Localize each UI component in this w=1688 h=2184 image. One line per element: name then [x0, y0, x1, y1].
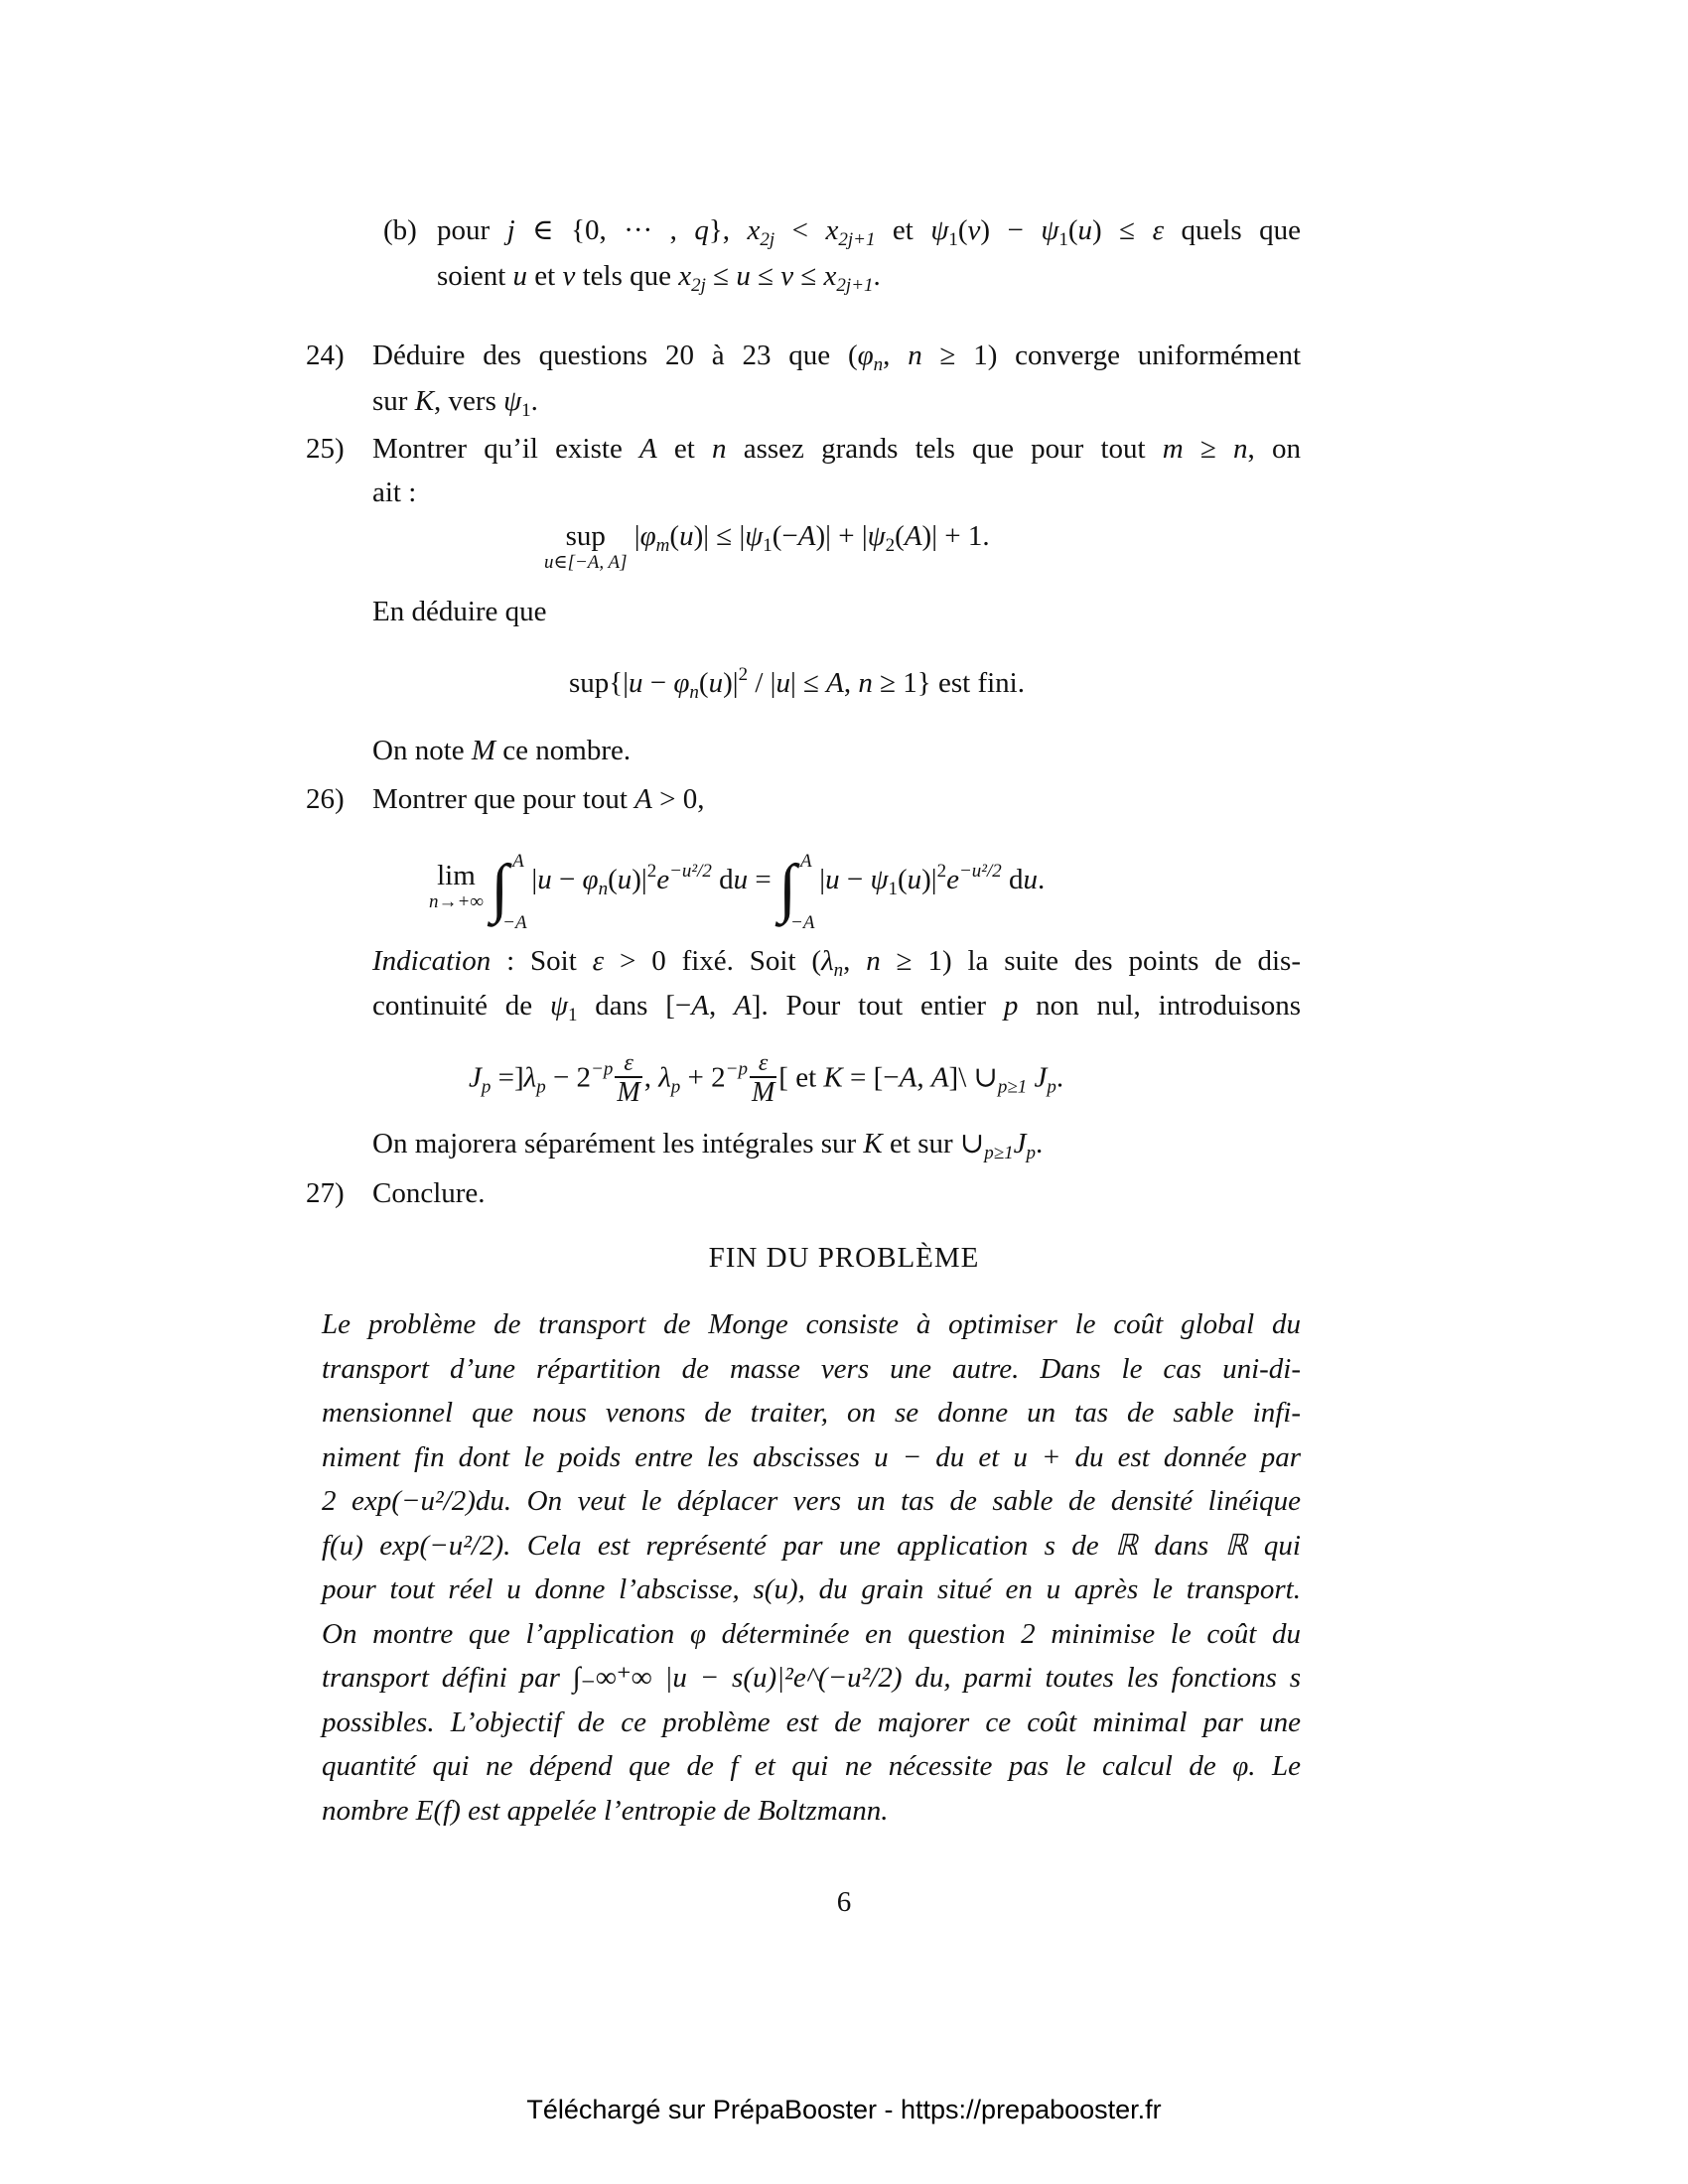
question-26-formula-jp: $J_p =]\lambda_p - 2^{-p}$ $\frac{\varepsilon}{M}$ , $\lambda_p + 2^{-p}$ $\frac{\varepsilon}{M}$ [ et K = [−A, A]\ $\cup_{p\ge 1}$ $J_p$.	[469, 1050, 1064, 1109]
question-26-last-line: On majorera séparément les intégrales sur K et sur $\cup_{p\ge 1}J_p$.	[372, 1128, 1044, 1163]
question-25-line-2: ait :	[372, 477, 417, 508]
paragraph-line: Le problème de transport de Monge consiste à optimiser le coût global du	[322, 1308, 1301, 1340]
question-25-number: 25)	[306, 433, 345, 465]
question-27-number: 27)	[306, 1177, 345, 1209]
item-b-line-1: pour j ∈ {0, ··· , q}, $x_{2j} < x_{2j+1}$ et $\psi_1(v) - \psi_1(u) \le \varepsilon$ quels que	[437, 214, 1302, 250]
closing-paragraph	[322, 1310, 1301, 1841]
question-25-line-1: Montrer qu’il existe A et n assez grands tels que pour tout m ≥ n, on	[372, 433, 1301, 465]
question-24-line-1: Déduire des questions 20 à 23 que ($\varphi_n$, n ≥ 1) converge uniformément	[372, 340, 1302, 375]
item-b-label: (b)	[383, 214, 417, 246]
question-25-formula-sup-set: $sup\{|u - \varphi_n(u)|^2 / |u| \le A$, n ≥ 1} est fini.	[569, 664, 1025, 703]
paragraph-line: f(u) exp(−u²/2). Cela est représenté par une application s de ℝ dans ℝ qui	[322, 1529, 1301, 1562]
question-25-line-3: En déduire que	[372, 596, 547, 627]
paragraph-line: mensionnel que nous venons de traiter, on se donne un tas de sable infi-	[322, 1397, 1301, 1429]
paragraph-line: 2 exp(−u²/2)du. On veut le déplacer vers un tas de sable de densité linéique	[322, 1485, 1301, 1517]
lim-operator: lim n→+∞	[429, 860, 484, 912]
integral-left: ∫ A −A	[491, 851, 527, 933]
paragraph-line: quantité qui ne dépend que de f et qui ne nécessite pas le calcul de φ. Le	[322, 1750, 1301, 1782]
page-number: 6	[836, 1886, 852, 1918]
paragraph-line: transport défini par ∫₋∞⁺∞ |u − s(u)|²e^(−u²/2) du, parmi toutes les fonctions s	[322, 1662, 1301, 1694]
paragraph-line: pour tout réel u donne l’abscisse, s(u), du grain situé en u après le transport.	[322, 1573, 1301, 1605]
paragraph-line: On montre que l’application φ déterminée en question 2 minimise le coût du	[322, 1617, 1301, 1650]
end-of-problem-title: FIN DU PROBLÈME	[708, 1242, 980, 1274]
hint-label: Indication	[372, 945, 492, 977]
paragraph-line: transport d’une répartition de masse vers une autre. Dans le cas uni-di-	[322, 1352, 1301, 1385]
paragraph-line: nombre E(f) est appelée l’entropie de Boltzmann.	[322, 1794, 889, 1827]
question-24-number: 24)	[306, 340, 345, 371]
paragraph-line: possibles. L’objectif de ce problème est de majorer ce coût minimal par une	[322, 1706, 1301, 1738]
question-26-number: 26)	[306, 783, 345, 815]
question-27-text: Conclure.	[372, 1177, 486, 1209]
integral-right: ∫ A −A	[778, 851, 815, 933]
paragraph-line: niment fin dont le poids entre les abscisses u − du et u + du est donnée par	[322, 1440, 1301, 1473]
question-25-line-4: On note M ce nombre.	[372, 735, 632, 766]
sup-operator: sup u∈[−A, A]	[544, 520, 628, 573]
download-footer: Téléchargé sur PrépaBooster - https://prepabooster.fr	[526, 2095, 1162, 2124]
question-25-formula-sup: sup u∈[−A, A] $|\varphi_m(u)| \le |\psi_1(-A)| + |\psi_2(A)| + 1$.	[544, 520, 990, 573]
item-b-line-2: soient u et v tels que $x_{2j} \le u \le v \le x_{2j+1}$.	[437, 260, 881, 296]
question-26-formula-limit: lim n→+∞ ∫ A −A $|u - \varphi_n(u)|^2e^{-u^2/2}$ du = ∫ A −A $|u - \psi_1(u)|^2e^{-u^2/2}$ du.	[429, 851, 1046, 933]
fraction-eps-over-m: $\frac{\varepsilon}{M}$	[751, 1050, 775, 1109]
question-26-hint-line-2: continuité de $\psi_1$ dans [−A, A]. Pour tout entier p non nul, introduisons	[372, 990, 1302, 1025]
question-26-line-1: Montrer que pour tout A > 0,	[372, 783, 705, 815]
fraction-eps-over-m: $\frac{\varepsilon}{M}$	[617, 1050, 640, 1109]
question-26-hint-line-1: Indication : Soit ε > 0 fixé. Soit ($\lambda_n$, n ≥ 1) la suite des points de dis-	[372, 945, 1301, 981]
question-24-line-2: sur K, vers $\psi_1$.	[372, 385, 538, 421]
